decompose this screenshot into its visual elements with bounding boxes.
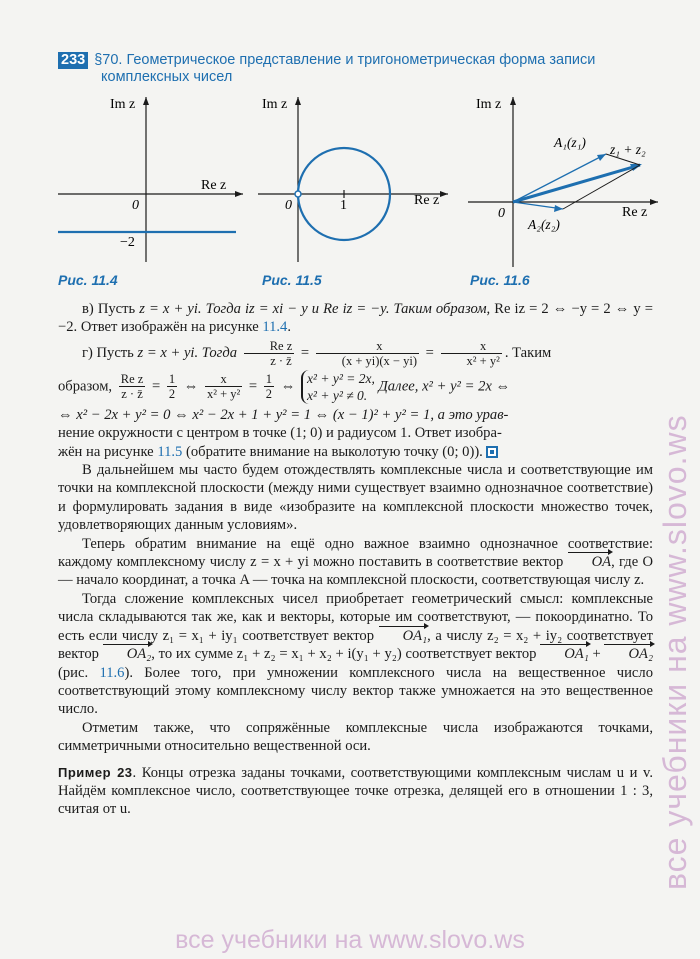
section-title-line1: §70. Геометрическое представление и тригонометрическая форма записи	[94, 52, 596, 68]
system-line2: x² + y² ≠ 0.	[306, 387, 368, 403]
ref-11-4[interactable]: 11.4	[262, 319, 288, 336]
ref-11-6[interactable]: 11.6	[99, 664, 125, 681]
tick-minus-2: −2	[120, 235, 135, 250]
plus-sign: +	[588, 646, 605, 663]
circle-line-b: 1. Ответ изобра-	[400, 425, 502, 442]
paragraph-conjugates: Отметим также, что сопряжённые комплексные числа изображаются точками, симметричными относительно вещественной оси.	[58, 719, 653, 755]
item-v-prefix: в) Пусть	[82, 301, 136, 317]
half2-den: 2	[265, 387, 273, 402]
equation-system	[301, 370, 375, 404]
answer-line	[58, 443, 653, 461]
answer-line-b: (обратите внимание на выколотую точку (0; 0)).	[185, 443, 483, 460]
page-number: 233	[58, 52, 88, 69]
p3-part-c: , то их сумме z₁ + z₂ = x₁ + x₂ + i(y₁ + y₂) соответствует вектор	[151, 646, 537, 663]
re-axis-label: Re z	[622, 205, 648, 220]
im-axis-label: Im z	[110, 97, 136, 112]
vector-oa2-sum-symbol: OA₂	[604, 645, 653, 663]
vector-oa1-symbol: OA₁	[379, 627, 428, 645]
item-g: г) Пусть z = x + yi. Тогда $\frac{\text{Re z}}{z \cdot z̄}$ = $\frac{x}{(x + yi)(x - yi)}$ = $\frac{x}{\text{x² + y²}}$ . Таким	[82, 338, 552, 368]
origin-label: 0	[285, 198, 292, 213]
frac3-den: x² + y²	[466, 353, 500, 368]
origin-label: 0	[498, 206, 505, 221]
frac4-num: Re z	[120, 372, 144, 387]
point-a2-label: A₂(z₂)	[528, 217, 560, 232]
paragraph-addition	[58, 590, 653, 719]
vector-oa-symbol: OA	[568, 553, 611, 571]
section-header	[58, 52, 658, 86]
figure-11-6	[468, 92, 663, 272]
answer-line-a: жён на рисунке	[58, 443, 154, 460]
caption-11-5: Рис. 11.5	[262, 272, 322, 288]
item-v-line1: z = x + yi. Тогда iz = xi − y и Re iz = −y. Таким образом,	[139, 301, 491, 317]
frac1-num: Re z	[244, 339, 295, 354]
ref-11-5[interactable]: 11.5	[157, 443, 183, 460]
item-g-end: . Таким	[504, 344, 552, 361]
im-axis-label: Im z	[476, 97, 502, 112]
p3-part-e: ). Более того, при умножении комплексного числа на вещественное число соответствующий этому комплексному числу вектор также умножается на это вещественное число.	[58, 664, 653, 718]
frac2-num: x	[316, 339, 419, 354]
figure-11-4	[58, 92, 248, 272]
p3-part-b: , а числу z₂ = x₂ + iy₂ соответствует вектор	[58, 627, 654, 663]
re-axis-label: Re z	[201, 178, 227, 193]
body-text	[58, 300, 653, 819]
item-g-mid: z = x + yi. Тогда	[137, 344, 238, 361]
figure-11-5	[258, 92, 453, 272]
item-g-system-line: образом, $\frac{\text{Re z}}{z \cdot z̄}$ = $\frac{1}{2}$ ⇔ $\frac{x}{\text{x² + y²}}$ = $\frac{1}{2}$ ⇔ x² + y² = 2x, x² + y² ≠ 0. Далее, x² + y² = 2x ⇔	[58, 370, 511, 403]
caption-11-4: Рис. 11.4	[58, 272, 118, 288]
half-den: 2	[168, 387, 176, 402]
vector-sum	[513, 165, 640, 202]
p2-part-b: , где O — начало координат, а точка A — точка на комплексной плоскости, соответствующая числу z.	[58, 554, 653, 589]
circle-line	[58, 424, 653, 442]
p2-part-a: Теперь обратим внимание на ещё одно важное взаимно однозначное соответствие: каждому комплексному числу z = x + yi можно поставить в соответствие вектор	[58, 535, 653, 571]
caption-11-6: Рис. 11.6	[470, 272, 530, 288]
frac5-den: x² + y²	[206, 387, 241, 402]
half-num: 1	[168, 372, 176, 387]
re-axis-label: Re z	[414, 193, 440, 208]
end-of-solution-icon	[486, 446, 498, 458]
item-v-line2: Re iz = 2 ⇔ −y = 2 ⇔ y = −2. Ответ изображён на рисунке	[58, 301, 653, 336]
point-a1-label: A₁(z₁)	[554, 135, 586, 150]
paragraph-vector-correspondence	[58, 535, 653, 590]
frac2-den: (x + yi)(x − yi)	[341, 353, 417, 368]
im-axis-label: Im z	[262, 97, 288, 112]
vector-oa2-symbol: OA₂	[103, 645, 152, 663]
vector-oa1-sum-symbol: OA₁	[540, 645, 589, 663]
system-line1: x² + y² = 2x,	[306, 370, 375, 386]
example-text: . Концы отрезка заданы точками, соответствующими комплексным числам u и v. Найдём комплексное число, соответствующее точке отрезка, делящей его в отношении 1 : 3, считая от u.	[58, 764, 653, 818]
obr-word: образом,	[58, 378, 113, 395]
punctured-point	[295, 191, 301, 197]
frac4-den: z · z̄	[121, 387, 143, 402]
section-title-line2: комплексных чисел	[101, 69, 233, 85]
example-23	[58, 764, 653, 819]
equation-line: ⇔ x² − 2x + y² = 0 ⇔ x² − 2x + 1 + y² = 1 ⇔ (x − 1)² + y² = 1, а это урав-	[58, 406, 509, 423]
p3-part-d: (рис.	[58, 664, 89, 681]
sum-label: z₁ + z₂	[610, 142, 646, 157]
bottom-watermark: все учебники на www.slovo.ws	[175, 926, 525, 954]
example-label: Пример 23	[58, 764, 133, 780]
side-watermark: все учебники на www.slovo.ws	[657, 414, 693, 890]
p3-part-a: Тогда сложение комплексных чисел приобретает геометрический смысл: комплексные числа складываются так же, как и векторы, которые им соответствуют, — покоординатно. То есть если числу z₁ = x₁ + iy₁ соответствует вектор	[58, 590, 653, 644]
frac1-den: z · z̄	[270, 353, 292, 368]
origin-label: 0	[132, 198, 139, 213]
circle-line-a: нение окружности с центром в точке (1; 0) и радиусом	[58, 425, 397, 442]
half2-num: 1	[265, 372, 273, 387]
item-g-prefix: г) Пусть	[82, 344, 134, 361]
item-v: в) Пусть z = x + yi. Тогда iz = xi − y и Re iz = −y. Таким образом, Re iz = 2 ⇔ −y = 2 ⇔ y = −2. Ответ изображён на рисунке 11.4.	[58, 301, 653, 336]
paragraph-identification: В дальнейшем мы часто будем отождествлять комплексные числа и соответствующие им точки на комплексной плоскости (между ними существует взаимно однозначное соответствие) и формулировать задания в виде «изобразите на комплексной плоскости множество точек, удовлетворяющих данным условиям».	[58, 462, 653, 534]
dalee-text: Далее, x² + y² = 2x ⇔	[378, 378, 511, 395]
frac5-num: x	[205, 372, 242, 387]
frac3-num: x	[441, 339, 502, 354]
tick-1: 1	[340, 198, 347, 213]
